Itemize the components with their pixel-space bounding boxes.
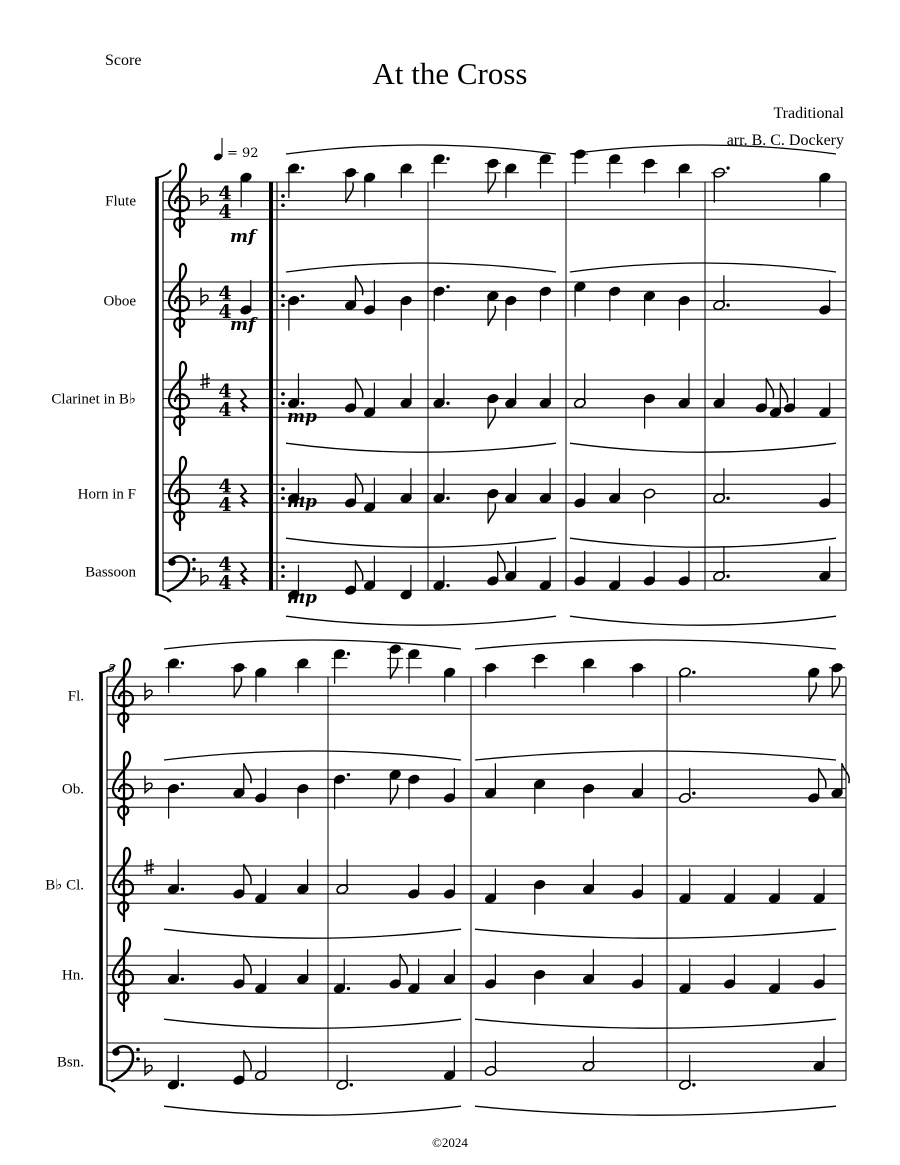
dynamic-mf: mf	[230, 315, 256, 335]
time-signature-top: 4	[218, 380, 232, 403]
note	[503, 162, 519, 198]
note	[167, 1055, 184, 1091]
note	[407, 959, 420, 995]
note	[504, 468, 517, 504]
dot	[446, 157, 449, 160]
dot	[181, 888, 184, 891]
slur	[164, 640, 461, 649]
sharp-icon	[144, 859, 154, 875]
staff-horn	[107, 956, 846, 993]
slur	[570, 145, 836, 154]
note	[539, 556, 552, 592]
slur	[286, 616, 556, 625]
note	[768, 959, 781, 995]
note	[344, 275, 363, 311]
slur	[475, 751, 836, 760]
instrument-label-horn: Hn.	[61, 967, 84, 984]
note	[818, 546, 831, 582]
slur	[164, 1019, 461, 1028]
slur	[475, 1019, 836, 1028]
note	[486, 488, 499, 524]
note	[630, 662, 646, 698]
note	[240, 172, 253, 208]
instrument-label-oboe: Ob.	[61, 781, 84, 798]
dynamic-mp: mp	[287, 492, 317, 512]
note	[431, 153, 450, 189]
note	[678, 373, 691, 409]
dot	[446, 402, 449, 405]
note	[678, 667, 695, 703]
copyright: ©2024	[432, 1135, 468, 1150]
repeat-dot	[281, 487, 285, 491]
note	[363, 478, 376, 514]
note	[643, 488, 656, 524]
repeat-dot	[281, 565, 285, 569]
repeat-dot	[281, 303, 285, 307]
note	[400, 565, 413, 601]
note	[533, 879, 546, 915]
sharp-icon	[200, 373, 210, 389]
flat-icon	[145, 683, 152, 700]
note	[165, 657, 184, 693]
tempo-marking	[213, 138, 259, 162]
note	[539, 468, 552, 504]
dot	[301, 166, 304, 169]
note	[433, 373, 450, 409]
note	[631, 954, 644, 990]
dynamic-mp: mp	[287, 407, 317, 427]
dot	[181, 782, 184, 785]
note	[818, 280, 831, 316]
note	[387, 643, 403, 679]
note	[443, 1046, 456, 1082]
time-signature-top: 4	[218, 553, 232, 576]
dynamic-mf: mf	[230, 227, 256, 247]
bass-clef-icon	[168, 556, 196, 591]
note	[363, 172, 376, 208]
composer-credit: Traditional	[773, 105, 844, 122]
system-2	[45, 640, 849, 1115]
time-signature-bottom: 4	[218, 201, 232, 224]
note	[295, 657, 311, 693]
note	[407, 774, 420, 810]
note	[768, 869, 781, 905]
flat-icon	[201, 188, 208, 205]
dot	[692, 671, 695, 674]
repeat-dot	[281, 574, 285, 578]
note	[533, 969, 546, 1005]
flat-icon	[145, 776, 152, 793]
note	[533, 778, 546, 814]
repeat-dot	[281, 392, 285, 396]
note	[406, 648, 422, 684]
note	[167, 949, 184, 985]
note	[336, 859, 349, 895]
note	[631, 864, 644, 900]
slur	[286, 443, 556, 452]
bracket-bottom	[99, 1084, 115, 1092]
note	[254, 959, 267, 995]
measure-number: 5	[108, 662, 115, 675]
flat-icon	[145, 1058, 152, 1075]
note	[333, 773, 350, 809]
note	[504, 295, 517, 331]
slur	[286, 538, 556, 547]
slur	[475, 1106, 836, 1115]
note	[678, 1055, 695, 1091]
time-signature-top: 4	[218, 182, 232, 205]
tempo-text: = 92	[227, 146, 259, 161]
dynamic-mp: mp	[287, 588, 317, 608]
time-signature-bottom: 4	[218, 399, 232, 422]
instrument-label-bsn: Bassoon	[85, 564, 136, 581]
time-signature	[218, 554, 231, 595]
bass-clef-icon	[112, 1046, 140, 1081]
note	[582, 949, 595, 985]
note	[443, 949, 456, 985]
note	[539, 286, 552, 322]
arranger-credit: arr. B. C. Dockery	[726, 132, 844, 149]
note	[813, 954, 826, 990]
note	[433, 556, 450, 592]
system-1	[51, 138, 846, 625]
dot	[347, 987, 350, 990]
staff-oboe	[107, 770, 846, 807]
slur	[570, 263, 836, 272]
note	[573, 551, 586, 587]
slur	[570, 538, 836, 547]
note	[713, 373, 726, 409]
note	[813, 869, 826, 905]
note	[676, 162, 692, 198]
note	[167, 859, 184, 895]
staff-flute	[107, 677, 846, 714]
note	[363, 556, 376, 592]
time-signature	[218, 381, 231, 422]
note	[582, 859, 595, 895]
note	[504, 373, 517, 409]
note	[484, 1041, 497, 1077]
note	[807, 667, 820, 703]
note	[678, 551, 691, 587]
note	[254, 1046, 267, 1082]
note	[631, 763, 644, 799]
note	[331, 648, 350, 684]
dot	[446, 497, 449, 500]
note	[607, 153, 623, 189]
note	[336, 1055, 353, 1091]
note	[573, 473, 586, 509]
note	[711, 166, 730, 202]
note	[678, 869, 691, 905]
note	[231, 662, 247, 698]
repeat-dot	[281, 194, 285, 198]
note	[287, 373, 304, 409]
note	[532, 653, 548, 689]
slur	[475, 929, 836, 938]
note	[433, 285, 450, 321]
note	[504, 546, 517, 582]
note	[582, 1036, 595, 1072]
note	[363, 383, 376, 419]
repeat-dot	[281, 496, 285, 500]
note	[343, 167, 359, 203]
note	[713, 546, 730, 582]
note	[818, 473, 831, 509]
note	[486, 393, 499, 429]
instrument-label-oboe: Oboe	[103, 293, 136, 310]
note	[167, 782, 184, 818]
note	[581, 657, 597, 693]
note	[407, 864, 420, 900]
dot	[692, 792, 695, 795]
dot	[692, 1083, 695, 1086]
note	[643, 290, 656, 326]
note	[443, 667, 456, 703]
note	[678, 959, 691, 995]
instrument-label-flute: Flute	[105, 193, 136, 210]
time-signature	[218, 476, 231, 517]
dot	[181, 661, 184, 664]
dot	[301, 402, 304, 405]
note	[286, 162, 305, 198]
note	[818, 383, 831, 419]
note	[254, 667, 267, 703]
instrument-label-flute: Fl.	[67, 688, 84, 705]
dot	[347, 773, 350, 776]
note	[643, 551, 656, 587]
note	[537, 153, 553, 189]
dot	[181, 1083, 184, 1086]
dot	[726, 575, 729, 578]
note	[783, 378, 796, 414]
staff-bsn	[107, 1043, 846, 1080]
score-label: Score	[105, 52, 142, 69]
note	[713, 275, 730, 311]
slur	[286, 145, 556, 154]
note	[608, 286, 621, 322]
dot	[726, 304, 729, 307]
note	[829, 662, 845, 698]
note	[582, 783, 595, 819]
note	[573, 281, 586, 317]
slur	[286, 263, 556, 272]
note	[641, 158, 657, 194]
note	[254, 768, 267, 804]
flat-icon	[201, 568, 208, 585]
time-signature-bottom: 4	[218, 301, 232, 324]
note	[254, 869, 267, 905]
dot	[301, 294, 304, 297]
note	[400, 468, 413, 504]
slur	[164, 751, 461, 760]
note	[400, 295, 413, 331]
time-signature-top: 4	[218, 475, 232, 498]
note	[485, 158, 501, 194]
note	[232, 763, 251, 799]
repeat-dot	[281, 203, 285, 207]
time-signature-bottom: 4	[218, 572, 232, 595]
instrument-label-clar: B♭ Cl.	[45, 877, 84, 894]
bracket-bottom	[155, 594, 171, 602]
page-title: At the Cross	[372, 56, 528, 91]
slur	[475, 640, 836, 649]
slur	[164, 929, 461, 938]
dot	[726, 497, 729, 500]
staff-bsn	[163, 553, 846, 590]
note	[443, 864, 456, 900]
note	[443, 768, 456, 804]
note	[608, 556, 621, 592]
time-signature	[218, 183, 231, 224]
note	[240, 280, 253, 316]
note	[608, 468, 621, 504]
slur	[570, 443, 836, 452]
staff-clar	[163, 380, 846, 417]
note	[723, 954, 736, 990]
note	[484, 869, 497, 905]
note	[723, 869, 736, 905]
dot	[181, 978, 184, 981]
time-signature-bottom: 4	[218, 494, 232, 517]
repeat-dot	[281, 294, 285, 298]
slur	[570, 616, 836, 625]
note	[643, 393, 656, 429]
note	[287, 294, 304, 330]
note	[484, 763, 497, 799]
instrument-label-horn: Horn in F	[77, 486, 136, 503]
slur	[164, 1106, 461, 1115]
dot	[446, 584, 449, 587]
note	[296, 859, 309, 895]
bracket-top	[155, 170, 171, 178]
note	[483, 662, 499, 698]
staff-horn	[163, 475, 846, 512]
note	[363, 280, 376, 316]
note	[484, 954, 497, 990]
note	[296, 783, 309, 819]
note	[573, 373, 586, 409]
repeat-dot	[281, 401, 285, 405]
staff-flute	[163, 182, 846, 219]
instrument-label-clar: Clarinet in B♭	[51, 391, 136, 408]
note	[433, 468, 450, 504]
note	[818, 172, 831, 208]
note	[713, 468, 730, 504]
dot	[347, 652, 350, 655]
note	[678, 295, 691, 331]
note	[398, 162, 414, 198]
note	[813, 1036, 826, 1072]
note	[296, 949, 309, 985]
dot	[350, 1083, 353, 1086]
dot	[726, 166, 729, 169]
note	[400, 373, 413, 409]
time-signature-top: 4	[218, 282, 232, 305]
flat-icon	[201, 288, 208, 305]
staff-oboe	[163, 282, 846, 319]
dot	[446, 285, 449, 288]
note	[333, 959, 350, 995]
note	[539, 373, 552, 409]
note	[389, 769, 402, 805]
note	[486, 290, 499, 326]
instrument-label-bsn: Bsn.	[56, 1054, 84, 1071]
